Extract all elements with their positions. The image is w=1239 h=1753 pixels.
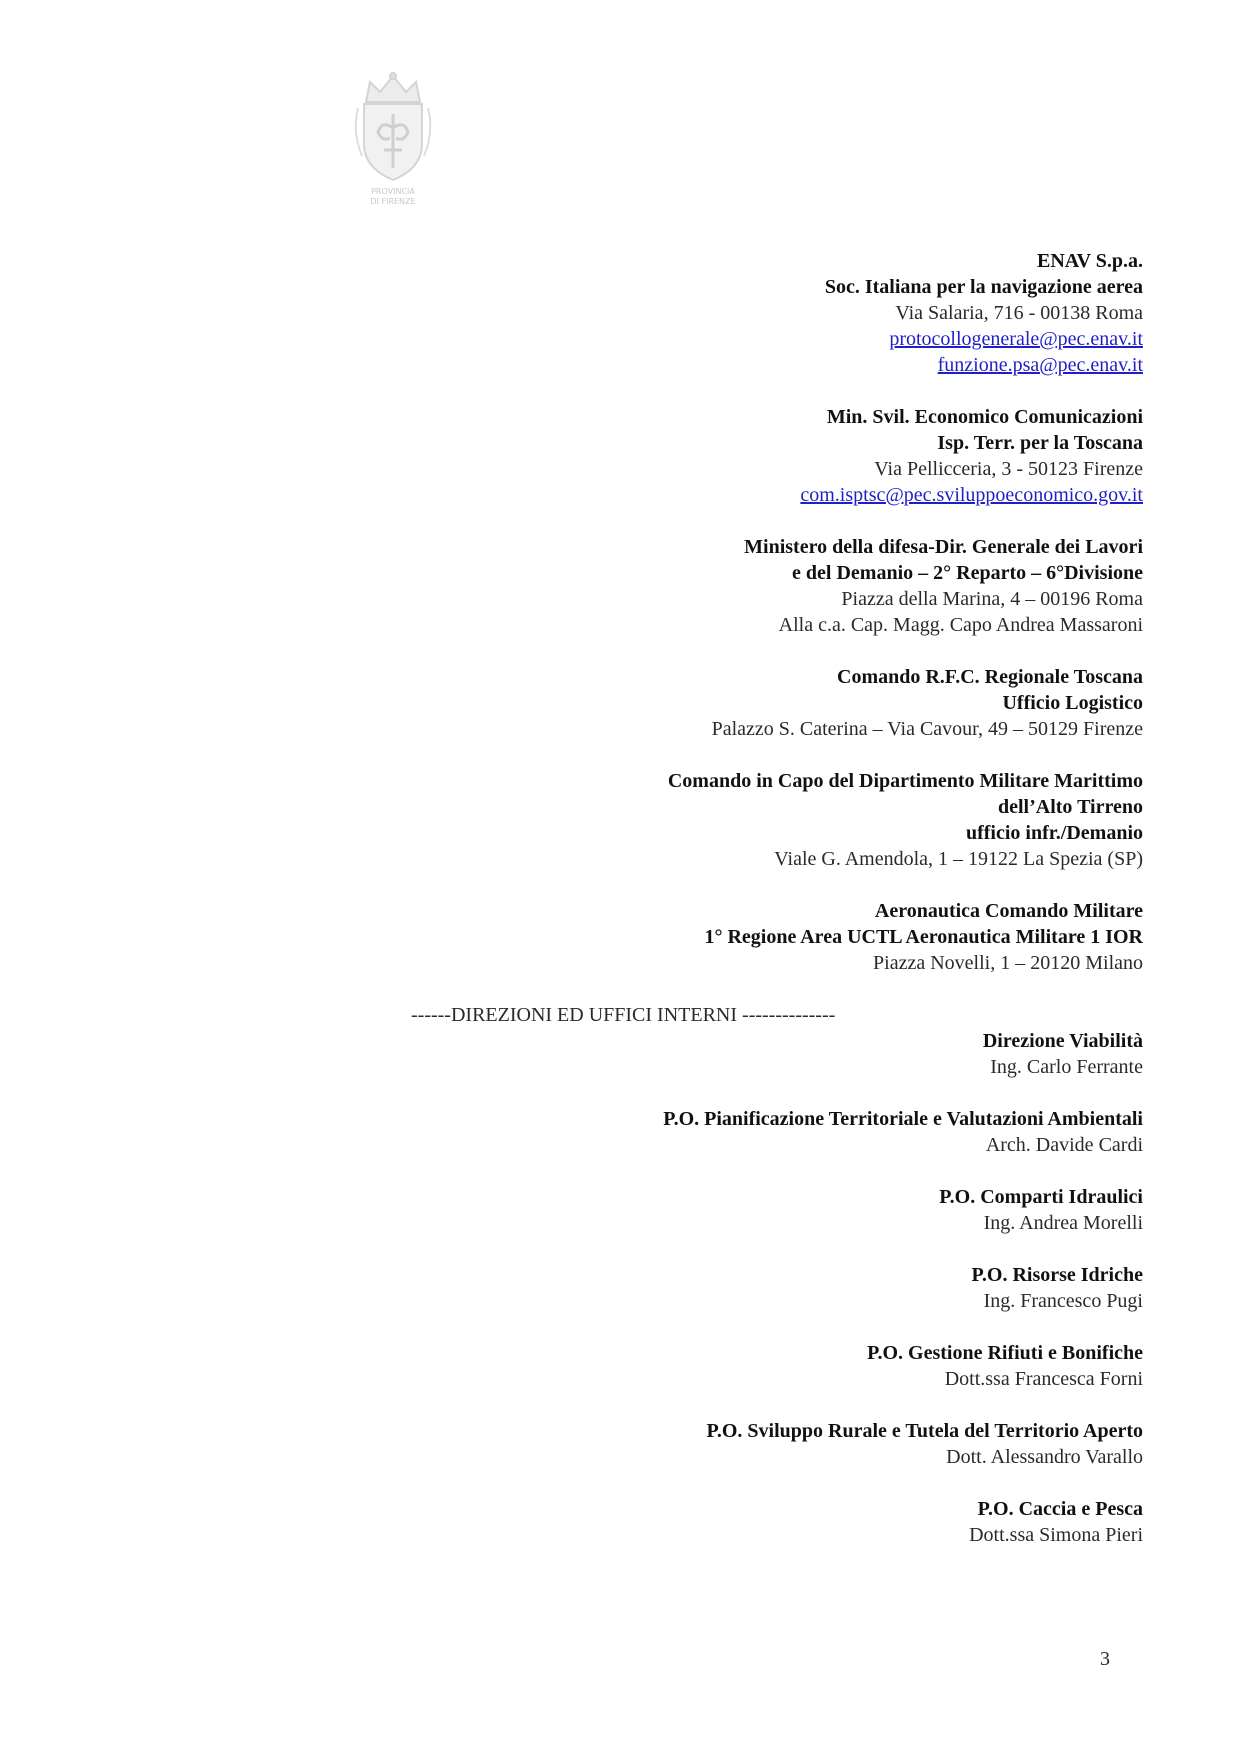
addressee-marina [503,768,1143,872]
logo-caption-2: DI FIRENZE [370,197,416,206]
addressee-name: Comando R.F.C. Regionale Toscana [837,666,1143,688]
logo-caption-1: PROVINCIA [371,187,415,196]
addressee-name: ufficio infr./Demanio [965,822,1143,844]
addressee-name: dell’Alto Tirreno [998,796,1143,818]
addressee-mise [503,404,1143,508]
email-link[interactable]: com.isptsc@pec.sviluppoeconomico.gov.it [800,484,1143,506]
addressee-name: Soc. Italiana per la navigazione aerea [824,276,1143,298]
internal-office [503,1418,1143,1470]
addressee-ministero-difesa [503,534,1143,638]
office-name: P.O. Sviluppo Rurale e Tutela del Territorio Aperto [706,1420,1143,1442]
email-link[interactable]: protocollogenerale@pec.enav.it [889,328,1143,350]
internal-offices-separator: ------DIREZIONI ED UFFICI INTERNI -------------- [411,1004,836,1026]
addressee-comando-rfc [503,664,1143,742]
addressee-name: Ufficio Logistico [1002,692,1143,714]
office-contact: Dott.ssa Simona Pieri [969,1524,1143,1546]
addressee-address: Piazza della Marina, 4 – 00196 Roma [841,588,1143,610]
internal-office [503,1106,1143,1158]
office-name: P.O. Caccia e Pesca [977,1498,1143,1520]
addressee-address: Viale G. Amendola, 1 – 19122 La Spezia (SP) [774,848,1143,870]
addressee-name: Ministero della difesa-Dir. Generale dei Lavori [744,536,1143,558]
office-contact: Arch. Davide Cardi [985,1134,1143,1156]
addressee-list [411,248,1143,1574]
office-contact: Ing. Andrea Morelli [983,1212,1143,1234]
office-contact: Dott.ssa Francesca Forni [944,1368,1143,1390]
office-name: P.O. Pianificazione Territoriale e Valutazioni Ambientali [663,1108,1143,1130]
addressee-name: Isp. Terr. per la Toscana [937,432,1143,454]
office-contact: Ing. Francesco Pugi [983,1290,1143,1312]
addressee-attention: Alla c.a. Cap. Magg. Capo Andrea Massaroni [778,614,1143,636]
addressee-name: e del Demanio – 2° Reparto – 6°Divisione [792,562,1143,584]
email-link[interactable]: funzione.psa@pec.enav.it [937,354,1143,376]
addressee-enav [503,248,1143,378]
addressee-address: Via Salaria, 716 - 00138 Roma [895,302,1143,324]
addressee-name: Comando in Capo del Dipartimento Militare Marittimo [667,770,1143,792]
office-name: P.O. Risorse Idriche [971,1264,1143,1286]
office-name: P.O. Comparti Idraulici [939,1186,1143,1208]
office-name: P.O. Gestione Rifiuti e Bonifiche [867,1342,1143,1364]
addressee-name: Min. Svil. Economico Comunicazioni [826,406,1143,428]
addressee-name: 1° Regione Area UCTL Aeronautica Militare 1 IOR [704,926,1143,948]
provincia-logo [352,72,434,208]
page-number: 3 [1100,1648,1110,1670]
office-name: Direzione Viabilità [982,1030,1143,1052]
internal-office [503,1028,1143,1080]
internal-office [503,1340,1143,1392]
addressee-aeronautica [503,898,1143,976]
internal-office [503,1496,1143,1548]
office-contact: Ing. Carlo Ferrante [990,1056,1143,1078]
addressee-address: Piazza Novelli, 1 – 20120 Milano [873,952,1143,974]
addressee-name: Aeronautica Comando Militare [874,900,1143,922]
office-contact: Dott. Alessandro Varallo [946,1446,1143,1468]
internal-office [503,1184,1143,1236]
addressee-address: Palazzo S. Caterina – Via Cavour, 49 – 50129 Firenze [711,718,1143,740]
internal-office [503,1262,1143,1314]
addressee-name: ENAV S.p.a. [1037,250,1143,272]
addressee-address: Via Pellicceria, 3 - 50123 Firenze [874,458,1143,480]
